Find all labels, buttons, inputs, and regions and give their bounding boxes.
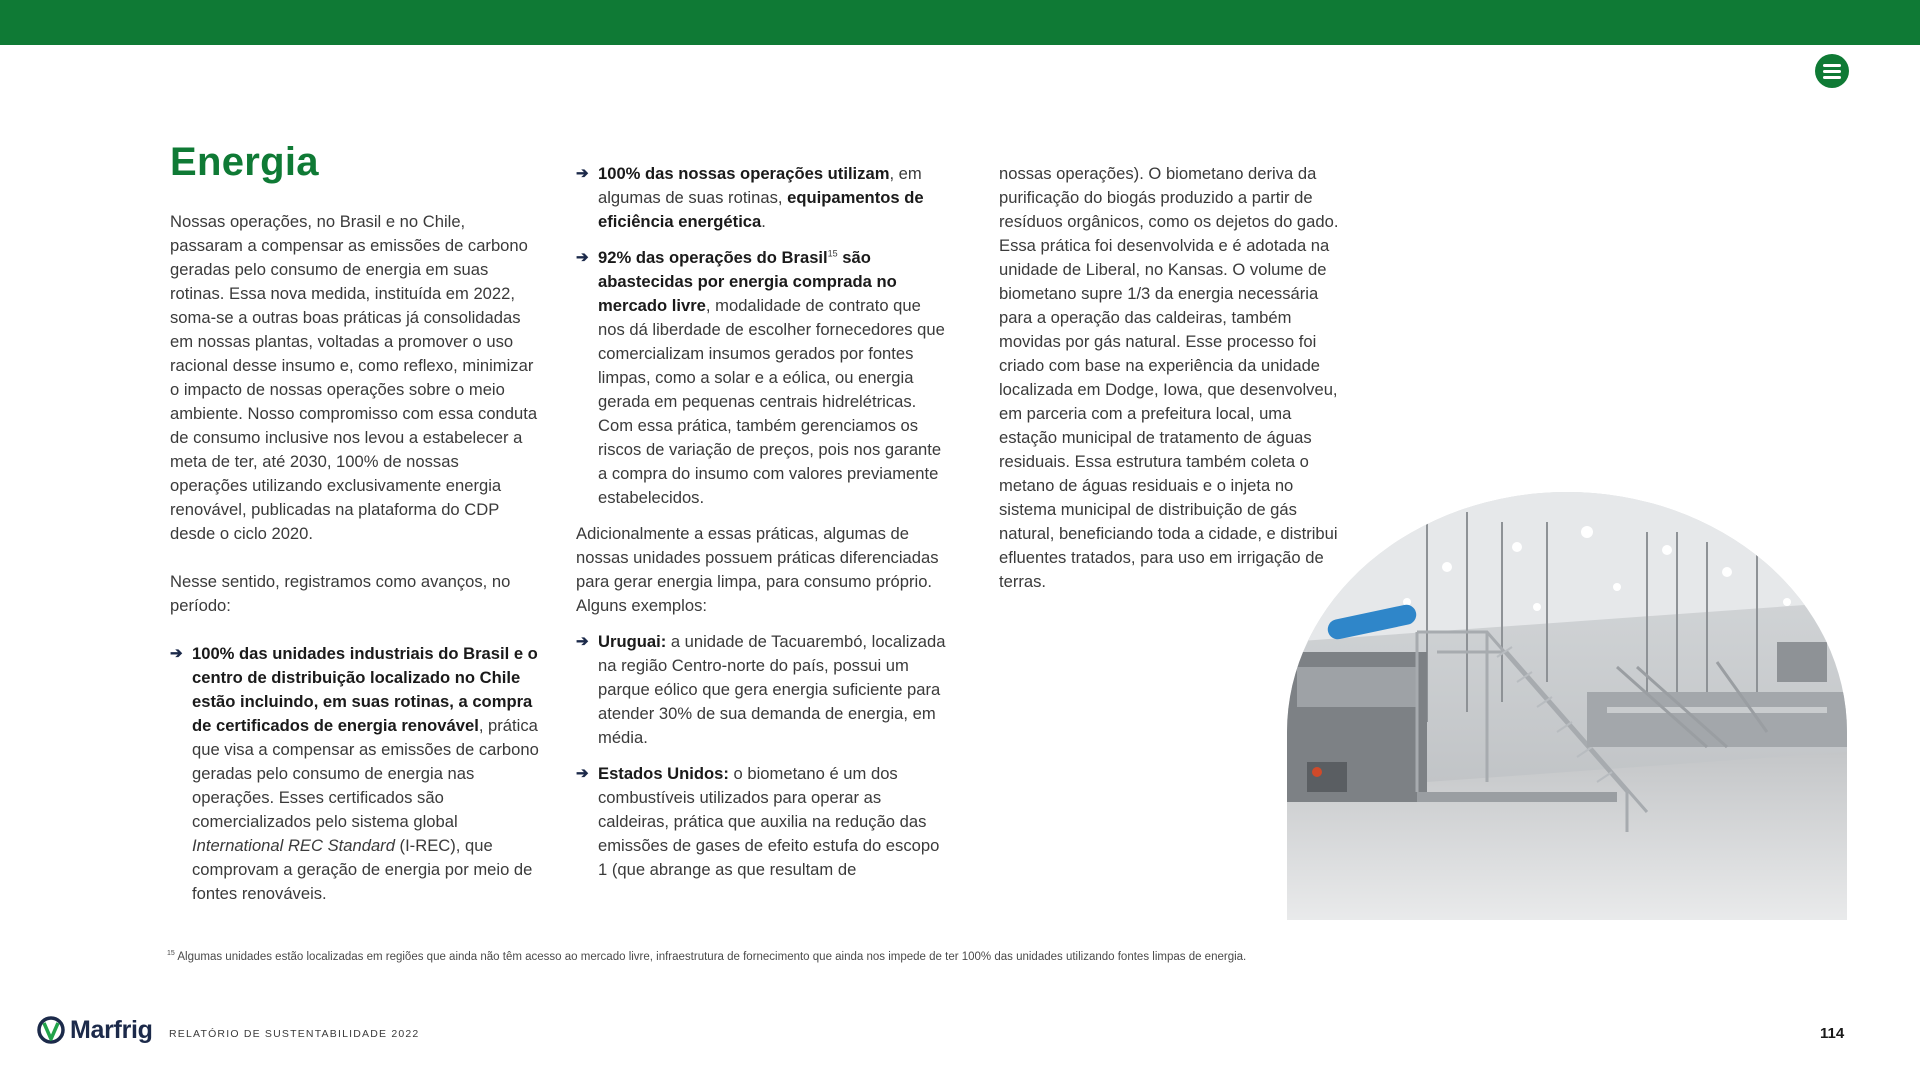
factory-interior-illustration	[1287, 492, 1847, 920]
bullet-usa: ➔ Estados Unidos: o biometano é um dos combustíveis utilizados para operar as caldeiras, prática que auxilia na redução das emissões de gases de efeito estufa do escopo 1 (que abrange as que resultam de	[576, 764, 940, 879]
biomethane-paragraph: nossas operações). O biometano deriva da purificação do biogás produzido a partir de resíduos orgânicos, como os dejetos do gado. Essa prática foi desenvolvida e é adotada na unidade de Liberal, no Kansas. O volume de biometano supre 1/3 da energia necessária para a operação das caldeiras, também movidas por gás natural. Esse processo foi criado com base na experiência da unidade localizada em Dodge, Iowa, que desenvolveu, em parceria com a prefeitura local, uma estação municipal de tratamento de águas residuais. Essa estrutura também coleta o metano de águas residuais e o injeta no sistema municipal de distribuição de gás natural, beneficiando toda a cidade, e distribui efluentes tratados, para uso em irrigação de terras.	[999, 164, 1339, 591]
advances-paragraph: Nesse sentido, registramos como avanços, no período:	[170, 572, 511, 615]
arrow-icon: ➔	[576, 249, 589, 266]
intro-paragraph: Nossas operações, no Brasil e no Chile, passaram a compensar as emissões de carbono geradas pelo consumo de energia em suas rotinas. Essa nova medida, instituída em 2022, soma-se a outras boas práticas já consolidadas em nossas plantas, voltadas a promover o uso racional desse insumo e, como reflexo, minimizar o impacto de nossas operações sobre o meio ambiente. Nosso compromisso com essa conduta de consumo inclusive nos levou a estabelecer a meta de ter, até 2030, 100% de nossas operações utilizando exclusivamente energia renovável, publicadas na plataforma do CDP desde o ciclo 2020.	[170, 212, 538, 543]
arrow-icon: ➔	[170, 645, 183, 662]
additional-paragraph: Adicionalmente a essas práticas, algumas de nossas unidades possuem práticas diferenciadas para gerar energia limpa, para consumo próprio. Alguns exemplos:	[576, 524, 939, 615]
column-1	[170, 210, 540, 906]
column-3	[999, 162, 1344, 594]
hamburger-menu-icon[interactable]	[1815, 54, 1849, 88]
column-2	[576, 162, 946, 882]
arrow-icon: ➔	[576, 765, 589, 782]
logo-text: Marfrig	[70, 1015, 153, 1044]
report-title: RELATÓRIO DE SUSTENTABILIDADE 2022	[169, 1028, 420, 1040]
footnote: $^{15}$ Algumas unidades estão localizadas em regiões que ainda não têm acesso ao mercado livre, infraestrutura de fornecimento que ainda nos impede de ter 100% das unidades utilizando fontes limpas de energia.	[167, 950, 1247, 963]
top-bar	[0, 0, 1920, 45]
marfrig-logo	[36, 1015, 153, 1045]
bullet-free-market: ➔ 92% das operações do Brasil$^{15}$ são abastecidas por energia comprada no mercado livre, modalidade de contrato que nos dá liberdade de escolher fornecedores que comercializam insumos gerados por fontes limpas, como a solar e a eólica, ou energia gerada em pequenas centrais hidrelétricas. Com essa prática, também gerenciamos os riscos de variação de preços, pois nos garante a compra do insumo com valores previamente estabelecidos.	[576, 248, 945, 507]
factory-photo	[1287, 492, 1847, 920]
arrow-icon: ➔	[576, 633, 589, 650]
bullet-efficiency: ➔ 100% das nossas operações utilizam, em algumas de suas rotinas, equipamentos de eficiência energética.	[576, 164, 924, 231]
page-title: Energia	[170, 140, 319, 184]
marfrig-logo-icon	[36, 1015, 66, 1045]
bullet-uruguay: ➔ Uruguai: a unidade de Tacuarembó, localizada na região Centro-norte do país, possui um parque eólico que gera energia suficiente para atender 30% de sua demanda de energia, em média.	[576, 632, 946, 747]
bullet-rec-certificates: ➔ 100% das unidades industriais do Brasil e o centro de distribuição localizado no Chile estão incluindo, em suas rotinas, a compra de certificados de energia renovável, prática que visa a compensar as emissões de carbono geradas pelo consumo de energia nas operações. Esses certificados são comercializados pelo sistema global International REC Standard (I-REC), que comprovam a geração de energia por meio de fontes renováveis.	[170, 644, 539, 903]
arrow-icon: ➔	[576, 165, 589, 182]
page-number: 114	[1820, 1025, 1845, 1042]
